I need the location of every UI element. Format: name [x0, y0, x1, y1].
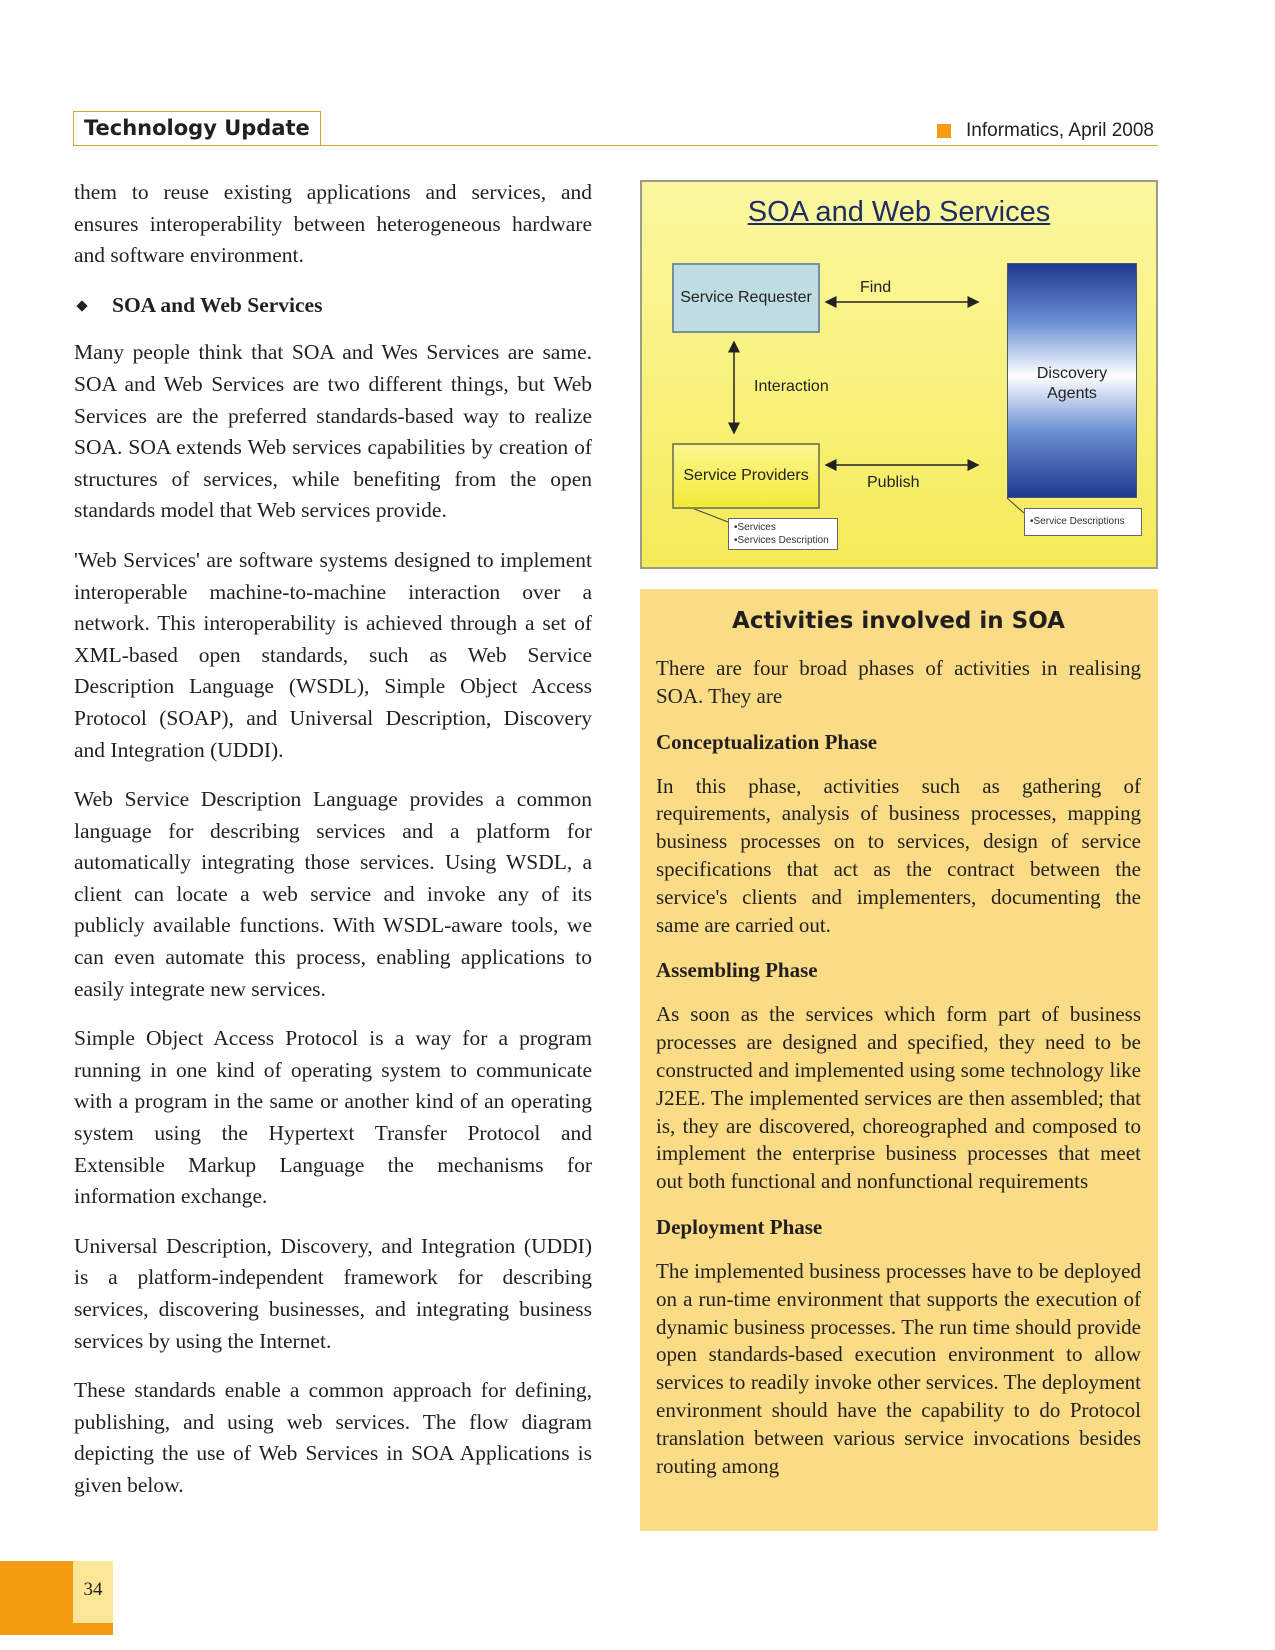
phase2-text: As soon as the services which form part of business processes are designed and specified, they need to be constructed and implemented using some technology like J2EE. The implemented services are then assembled; that is, they are discovered, choreographed and composed to implement the enterprise business processes that meet out both functional and nonfunctional requirements [656, 1002, 1141, 1194]
publish-label: Publish [867, 474, 920, 491]
sidebar-title: Activities involved in SOA [732, 608, 1065, 634]
service-requester-box [672, 263, 820, 333]
activities-sidebar [640, 589, 1158, 1531]
phase3-heading: Deployment Phase [656, 1214, 823, 1239]
page-number: 34 [83, 1579, 103, 1600]
discovery-agents-label [1007, 364, 1137, 404]
service-providers-label: Service Providers [683, 467, 809, 484]
services-note-line1: •Services [734, 522, 776, 533]
service-requester-label: Service Requester [680, 289, 812, 306]
discovery-label-line1: Discovery [1036, 365, 1108, 382]
service-descriptions-note: •Service Descriptions [1024, 508, 1142, 536]
discovery-label-line2: Agents [1047, 385, 1097, 402]
phase1-text: In this phase, activities such as gathering of requirements, analysis of business processes, mapping business processes on to services, design of service specifications that act as the contract between the service's clients and implementers, documenting the same are carried out. [656, 773, 1141, 937]
diamond-bullet-icon [76, 300, 87, 311]
soa-diagram [640, 180, 1158, 569]
issue-label: Informatics, April 2008 [966, 120, 1154, 141]
header-rule [73, 145, 1158, 146]
orange-square-icon [937, 124, 951, 138]
note-connector-right [1007, 498, 1024, 513]
find-label: Find [860, 279, 892, 296]
phase2-heading: Assembling Phase [656, 958, 818, 983]
paragraph-soap: Simple Object Access Protocol is a way for a program running in one kind of operating system to communicate with a program in the same or another kind of an operating system using the Hypertext Transfer Protocol and Extensible Markup Language the mechanisms for information exchange. [74, 1026, 592, 1209]
left-column [74, 177, 592, 1520]
paragraph-web-services: 'Web Services' are software systems designed to implement interoperable machine-to-machine interaction over a network. This interoperability is achieved through a set of XML-based open standards, such as Web Service Description Language (WSDL), Simple Object Access Protocol (SOAP), and Universal Description, Discovery and Integration (UDDI). [74, 547, 592, 762]
paragraph-intro: them to reuse existing applications and services, and ensures interoperability between heterogeneous hardware and software environment. [74, 180, 592, 268]
phase1-heading: Conceptualization Phase [656, 729, 878, 754]
paragraph-soa-vs-ws: Many people think that SOA and Wes Services are same. SOA and Web Services are two different things, but Web Services are the preferred standards-based way to realize SOA. SOA extends Web services capabilities by creation of structures of services, while benefiting from the open standards model that Web services provide. [74, 340, 592, 523]
services-note [728, 518, 838, 550]
sidebar-intro: There are four broad phases of activities in realising SOA. They are [656, 656, 1141, 708]
subheading-text: SOA and Web Services [112, 292, 323, 317]
paragraph-standards: These standards enable a common approach for defining, publishing, and using web services. The flow diagram depicting the use of Web Services in SOA Applications is given below. [74, 1378, 592, 1497]
phase3-text: The implemented business processes have to be deployed on a run-time environment that supports the execution of dynamic business processes. The run time should provide open standards-based execution environment to allow services to readily invoke other services. The deployment environment should have the capability to do Protocol translation between various service invocations besides routing among [656, 1258, 1141, 1478]
interaction-label: Interaction [754, 378, 829, 395]
service-providers-box [672, 443, 820, 509]
paragraph-wsdl: Web Service Description Language provides a common language for describing services and a platform for automatically integrating those services. Using WSDL, a client can locate a web service and invoke any of its publicly available functions. With WSDL-aware tools, we can even automate this process, enabling applications to easily integrate new services. [74, 787, 592, 1001]
paragraph-uddi: Universal Description, Discovery, and Integration (UDDI) is a platform-independent framework for describing services, discovering businesses, and integrating business services by using the Internet. [74, 1233, 592, 1353]
services-note-line2: •Services Description [734, 535, 829, 546]
section-label: Technology Update [73, 111, 321, 145]
subheading [74, 290, 592, 322]
diagram-title: SOA and Web Services [747, 196, 1051, 228]
note-connector-left [692, 508, 728, 522]
